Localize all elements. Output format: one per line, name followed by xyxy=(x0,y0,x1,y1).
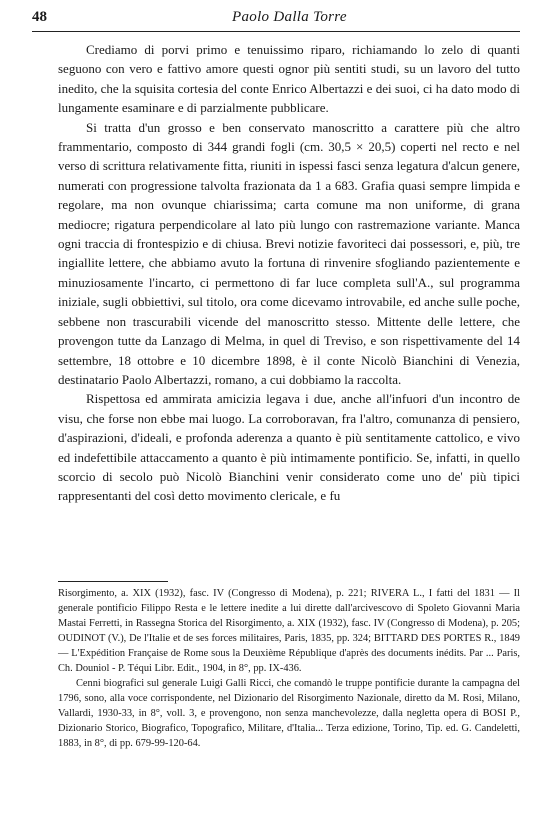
header-rule xyxy=(32,31,520,32)
body-paragraph: Rispettosa ed ammirata amicizia legava i due, anche all'infuori d'un incontro de visu, che forse non ebbe mai luogo. La corroboravan, fra l'altro, comunanza di pensiero, d'aspirazioni, d'ideali, e profonda aderenza a quanto è più sentitamente cattolico, e vivo ed indefettibile attaccamento a quanto è più intimamente pontificio. Se, infatti, in quello scorcio di secolo può Nicolò Bianchini venir considerato come uno de' più tipici rappresentanti del così detto movimento clericale, e fu xyxy=(58,391,520,504)
footnote: Risorgimento, a. XIX (1932), fasc. IV (Congresso di Modena), p. 221; RIVERA L., I fatti del 1831 — Il generale pontificio Filippo Resta e le lettere inedite a lui dirette dall'arcivescovo di Spoleto Giovanni Maria Mastai Ferretti, in Rassegna Storica del Risorgimento, a. XIX (1932), fasc. IV (Congresso di Modena), p. 205; OUDINOT (V.), De l'Italie et de ses forces militaires, Paris, 1835, pp. 324; BITTARD DES PORTES R., 1849 — L'Expédition Française de Rome sous la Deuxième République d'après des documents inédits. Par ... Paris, Ch. Douniol - P. Téqui Libr. Edit., 1904, in 8°, pp. IX-436. xyxy=(58,588,520,674)
body-paragraph: Si tratta d'un grosso e ben conservato manoscritto a carattere più che altro frammentario, composto di 344 grandi fogli (cm. 30,5 × 20,5) coperti nel recto e nel verso di scrittura relativamente fitta, riuniti in ispessi fasci senza legatura d'alcun genere, numerati con progressione talvolta frazionata da 1 a 683. Grafia quasi sempre limpida e regolare, ma non ovunque chiarissima; carta comune ma non uniforme, di grana mediocre; rigatura perpendicolare al lato più lungo con rastremazione variante. Manca ogni traccia di frontespizio e di chiusa. Brevi notizie favoriteci dai possessori, e, più, tre ingiallite lettere, che abbiamo avuto la fortuna di rinvenire sfogliando pazientemente e minuziosamente l'incarto, ci permettono di far luce completa sull'A., sul programma iniziale, sugli obbiettivi, sul titolo, ora come dicevamo introvabile, ed anche sulle poche, sebbene non trascurabili vicende del manoscritto stesso. Mittente delle lettere, che provengon tutte da Lanzago di Melma, in quel di Treviso, e son rispettivamente del 14 settembre, 18 ottobre e 10 dicembre 1898, è il conte Nicolò Bianchini di Venezia, destinatario Paolo Albertazzi, romano, a cui dobbiamo la raccolta. xyxy=(58,119,520,387)
body-paragraph: Crediamo di porvi primo e tenuissimo riparo, richiamando lo zelo di quanti seguono con vero e fattivo amore questi ognor più sentiti studi, su un lavoro del tutto inedito, che la squisita cortesia del conte Enrico Albertazzi e dei suoi, ci ha dato modo di lungamente esaminare e di parzialmente pubblicare. xyxy=(58,42,520,116)
footnote-rule xyxy=(58,581,168,582)
running-title: Paolo Dalla Torre xyxy=(232,9,347,25)
body-text xyxy=(58,40,520,506)
page-number: 48 xyxy=(32,9,47,25)
footnotes xyxy=(58,586,520,751)
page-header xyxy=(32,9,520,31)
footnote: Cenni biografici sul generale Luigi Galli Ricci, che comandò le truppe pontificie durante la campagna del 1796, sono, alla voce corrispondente, nel Dizionario del Risorgimento Nazionale, diretto da M. Rosi, Milano, Vallardi, 1930-33, in 8°, voll. 3, e provengono, non senza manchevolezze, dalla negletta opera di BOSI P., Dizionario Storico, Biografico, Topografico, Militare, d'Italia... Terza edizione, Torino, Tip. ed. G. Candeletti, 1883, in 8°, di pp. 679-99-120-64. xyxy=(58,678,520,749)
